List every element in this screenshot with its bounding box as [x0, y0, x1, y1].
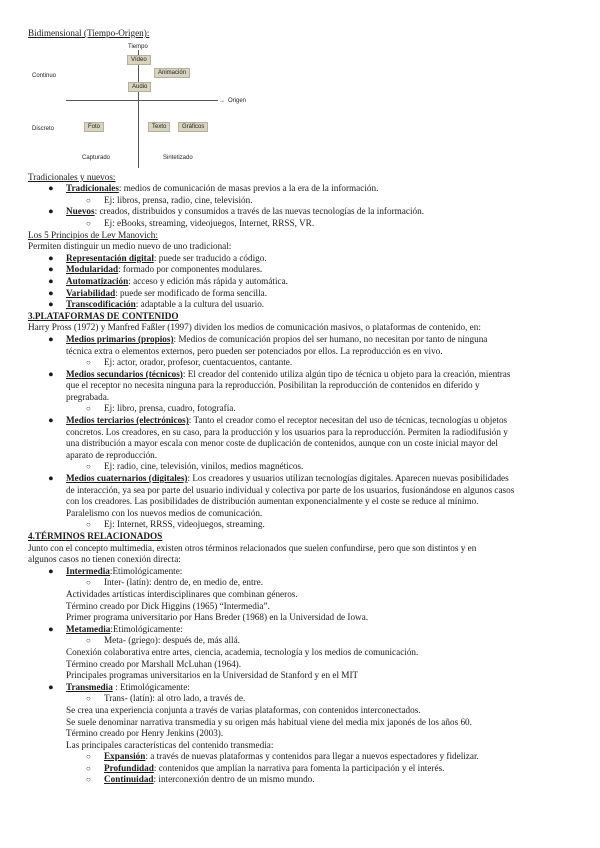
list-item-medios-primarios: ● Medios primarios (propios): Medios de comunicación propios del ser humano, no necesitan por tanto de ninguna	[48, 333, 488, 344]
list-item-principle: ● Modularidad: formado por componentes modulares.	[48, 264, 263, 275]
list-item-metamedia: ● Metamedia:Etimológicamente:	[48, 623, 183, 634]
terminos-intro: Junto con el concepto multimedia, existen otros términos relacionados que suelen confundirse, pero que son distintos y en	[28, 542, 477, 553]
section-heading-plataformas: 3.PLATAFORMAS DE CONTENIDO	[28, 310, 179, 321]
axis-arrow: →	[219, 97, 225, 104]
list-item-continuation: Término creado por Marshall McLuhan (1964).	[66, 658, 242, 669]
list-item-tradicionales: ● Tradicionales: medios de comunicación de masas previos a la era de la información.	[48, 183, 379, 194]
list-item-principle: ● Representación digital: puede ser traducido a código.	[48, 252, 267, 263]
sublist-item-etymology: ○ Meta- (griego): después de, más allá.	[86, 635, 240, 646]
sublist-item-feature: ○ Continuidad: interconexión dentro de un mismo mundo.	[86, 774, 315, 785]
box-texto: Texto	[148, 122, 170, 132]
heading-manovich: Los 5 Principios de Lev Manovich:	[28, 229, 158, 240]
list-item-continuation: Las principales características del contenido transmedia:	[66, 739, 274, 750]
list-item-continuation: técnica extra o elementos externos, pero pueden ser potenciados por ellos. La reproducción es en vivo.	[66, 345, 443, 356]
section-heading-terminos: 4.TÉRMINOS RELACIONADOS	[28, 531, 163, 541]
list-item-principle: ● Automatización: acceso y edición más rápida y automática.	[48, 275, 288, 286]
list-item-medios-terciarios: ● Medios terciarios (electrónicos): Tanto el creador como el receptor necesitan del uso de técnicas, tecnologías u objetos	[48, 415, 508, 426]
sublist-item-feature: ○ Profundidad: contenidos que amplían la narrativa para fomenta la participación y el interés.	[86, 762, 445, 773]
list-item-continuation: con los creadores. Las posibilidades de distribución aumentan exponencialmente y el coste se reduce al mínimo.	[66, 496, 479, 507]
axis-label-origen: Origen	[228, 97, 247, 104]
horizontal-axis	[66, 100, 218, 101]
sublist-item-ej: ○ Ej: actor, orador, profesor, cuentacuentos, cantante.	[86, 357, 293, 368]
sublist-item-feature: ○ Expansión: a través de nuevas plataformas y contenidos para llegar a nuevos espectadores y fidelizar.	[86, 751, 479, 762]
manovich-intro: Permiten distinguir un medio nuevo de uno tradicional:	[28, 241, 232, 252]
label-sintetizado: Sintetizado	[163, 154, 193, 161]
box-foto: Foto	[84, 122, 104, 132]
sublist-item-ej: ○ Ej: radio, cine, televisión, vinilos, medios magnéticos.	[86, 461, 304, 472]
list-item-continuation: Término creado por Henry Jenkins (2003).	[66, 728, 224, 739]
list-item-continuation: Principales programas universitarios en la Universidad de Stanford y en el MIT	[66, 670, 359, 681]
vertical-axis	[138, 50, 139, 168]
list-item-medios-cuaternarios: ● Medios cuaternarios (digitales): Los creadores y usuarios utilizan tecnologías digitales. Aparecen nuevas posibilidades	[48, 473, 509, 484]
list-item-continuation: Se suele denominar narrativa transmedia y su origen más habitual viene del media mix japonés de los años 60.	[66, 716, 472, 727]
list-item-continuation: de interacción, ya sea por parte del usuario individual y colectiva por parte de los usuarios, fusionándose en algunos casos	[66, 484, 515, 495]
list-item-continuation: que el receptor no necesita ninguna para la reproducción. Posibilitan la reproducción de contenidos en diferido y	[66, 380, 480, 391]
box-graficos: Gráficos	[178, 122, 208, 132]
sublist-item-nuevos-ej: ○ Ej: eBooks, streaming, videojuegos, Internet, RRSS, VR.	[86, 217, 315, 228]
list-item-medios-secundarios: ● Medios secundarios (técnicos): El creador del contenido utiliza algún tipo de técnica u objeto para la creación, mientras	[48, 368, 511, 379]
document-page	[28, 28, 576, 786]
axis-label-tiempo: Tiempo	[128, 43, 148, 50]
box-audio: Audio	[128, 82, 151, 92]
section-heading-bidimensional: Bidimensional (Tiempo-Origen):	[28, 28, 150, 38]
list-item-continuation: una distribución a mayor escala con menor coste de duplicación de contenidos, aunque con un coste inicial mayor del	[66, 438, 498, 449]
sublist-item-ej: ○ Ej: Internet, RRSS, videojuegos, streaming.	[86, 519, 265, 530]
sublist-item-etymology: ○ Trans- (latín): al otro lado, a través de.	[86, 693, 246, 704]
list-item-continuation: Se crea una experiencia conjunta a través de varias plataformas, con contenidos interconectados.	[66, 704, 421, 715]
list-item-continuation: Término creado por Dick Higgins (1965) “Intermedia”.	[66, 600, 270, 611]
list-item-nuevos: ● Nuevos: creados, distribuidos y consumidos a través de las nuevas tecnologías de la información.	[48, 206, 424, 217]
list-item-transmedia: ● Transmedia : Etimológicamente:	[48, 681, 190, 692]
label-capturado: Capturado	[82, 154, 111, 161]
label-continuo: Continuo	[32, 72, 57, 79]
box-video: Vídeo	[127, 55, 151, 65]
list-item-continuation: concretos. Los creadores, en su caso, para la producción y los usuarios para la reproducción. Permiten la radiodifusión y	[66, 426, 508, 437]
label-discreto: Discreto	[32, 125, 55, 132]
list-item-continuation: pregrabada.	[66, 391, 110, 402]
list-item-principle: ● Transcodificación: adaptable a la cultura del usuario.	[48, 299, 265, 310]
list-item-continuation: Primer programa universitario por Hans Breder (1968) en la Universidad de Iowa.	[66, 612, 369, 623]
list-item-continuation: Actividades artísticas interdisciplinares que combinan géneros.	[66, 588, 298, 599]
list-item-continuation: Conexión colaborativa entre artes, ciencia, academia, tecnología y los medios de comunicación.	[66, 646, 419, 657]
plataformas-intro: Harry Pross (1972) y Manfred Faßler (1997) dividen los medios de comunicación masivos, o plataformas de contenido, en:	[28, 322, 481, 333]
sublist-item-etymology: ○ Inter- (latín): dentro de, en medio de, entre.	[86, 577, 264, 588]
sublist-item-tradicionales-ej: ○ Ej: libros, prensa, radio, cine, televisión.	[86, 194, 253, 205]
list-item-continuation: aparato de reproducción.	[66, 449, 158, 460]
list-item-intermedia: ● Intermedia:Etimológicamente:	[48, 565, 183, 576]
sublist-item-ej: ○ Ej: libro, prensa, cuadro, fotografía.	[86, 403, 236, 414]
list-item-principle: ● Variabilidad: puede ser modificado de forma sencilla.	[48, 287, 267, 298]
terminos-intro: algunos casos no tienen conexión directa:	[28, 554, 181, 565]
time-origin-diagram	[28, 40, 576, 172]
heading-tradicionales-nuevos: Tradicionales y nuevos:	[28, 171, 116, 182]
box-animacion: Animación	[154, 68, 190, 78]
list-item-continuation: Paralelismo con los nuevos medios de comunicación.	[66, 507, 263, 518]
